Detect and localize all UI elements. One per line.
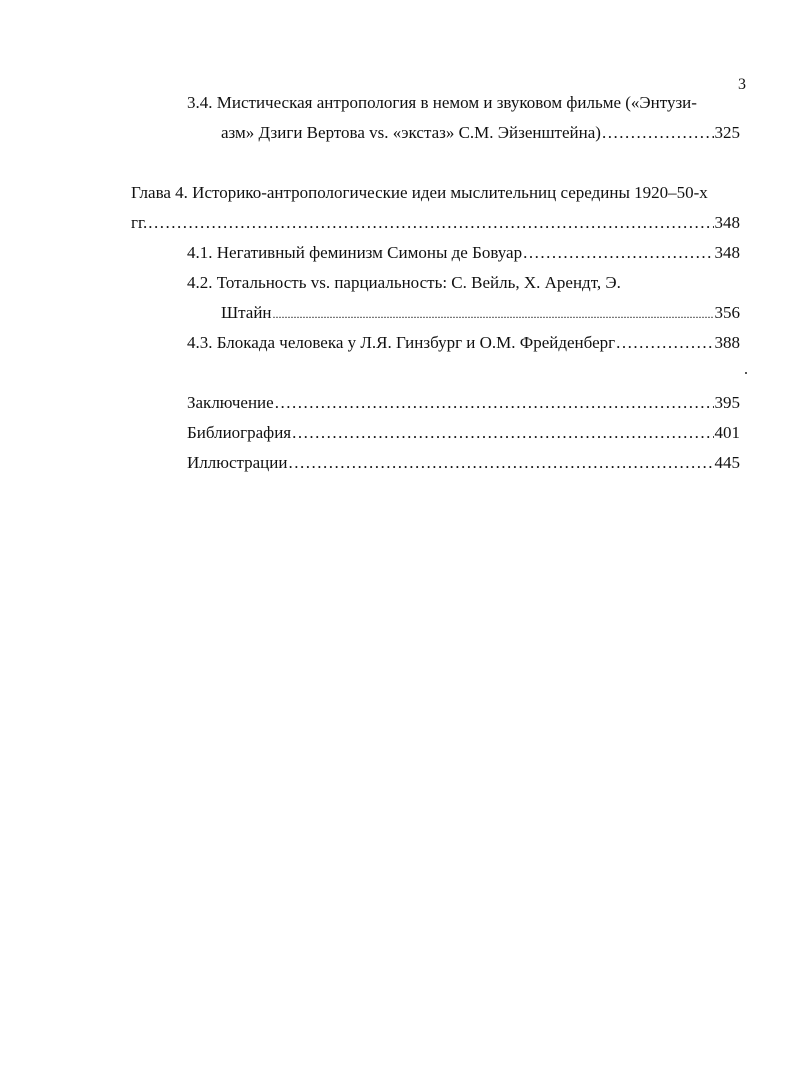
toc-bibliography [187, 423, 740, 443]
toc-entry-4-3 [187, 333, 740, 353]
page-number: 3 [738, 76, 746, 93]
dot-leader [273, 303, 714, 324]
toc-entry-4-1-title: 4.1. Негативный феминизм Симоны де Бовуар [187, 243, 523, 262]
toc-illustrations [187, 453, 740, 473]
toc-entry-4-1-page: 348 [714, 243, 740, 262]
toc-entry-4-2-line1: 4.2. Тотальность vs. парциальность: С. Вейль, Х. Арендт, Э. [187, 273, 621, 292]
toc-entry-3-4-line2 [221, 123, 740, 143]
toc-bibliography-title: Библиография [187, 423, 292, 442]
dot-leader [602, 123, 714, 143]
toc-chapter-4-line2 [131, 213, 740, 233]
toc-conclusion-page: 395 [714, 393, 740, 412]
dot-leader [616, 333, 713, 353]
toc-entry-3-4-line1: 3.4. Мистическая антропология в немом и звуковом фильме («Энтузи- [187, 93, 697, 112]
dot-leader [275, 393, 714, 413]
toc-entry-3-4-title: азм» Дзиги Вертова vs. «экстаз» С.М. Эйзенштейна) [221, 123, 601, 142]
toc-illustrations-page: 445 [714, 453, 740, 472]
toc-entry-4-2-line2 [221, 303, 740, 324]
toc-conclusion [187, 393, 740, 413]
toc-entry-4-3-page: 388 [714, 333, 740, 352]
dot-leader [523, 243, 713, 263]
toc-entry-4-3-title: 4.3. Блокада человека у Л.Я. Гинзбург и О.М. Фрейденберг [187, 333, 616, 352]
dot-leader [292, 423, 713, 443]
toc-entry-4-1 [187, 243, 740, 263]
toc-conclusion-title: Заключение [187, 393, 274, 412]
toc-entry-3-4-page: 325 [714, 123, 740, 142]
toc-bibliography-page: 401 [714, 423, 740, 442]
scan-speck [745, 372, 747, 374]
toc-entry-4-2-page: 356 [714, 303, 740, 322]
toc-chapter-4-line1: Глава 4. Историко-антропологические идеи мыслительниц середины 1920–50-х [131, 183, 708, 202]
dot-leader [148, 213, 713, 233]
toc-illustrations-title: Иллюстрации [187, 453, 288, 472]
dot-leader [288, 453, 713, 473]
toc-chapter-4-page: 348 [714, 213, 740, 232]
toc-entry-4-2-title: Штайн [221, 303, 272, 322]
toc-chapter-4-title: гг. [131, 213, 148, 232]
